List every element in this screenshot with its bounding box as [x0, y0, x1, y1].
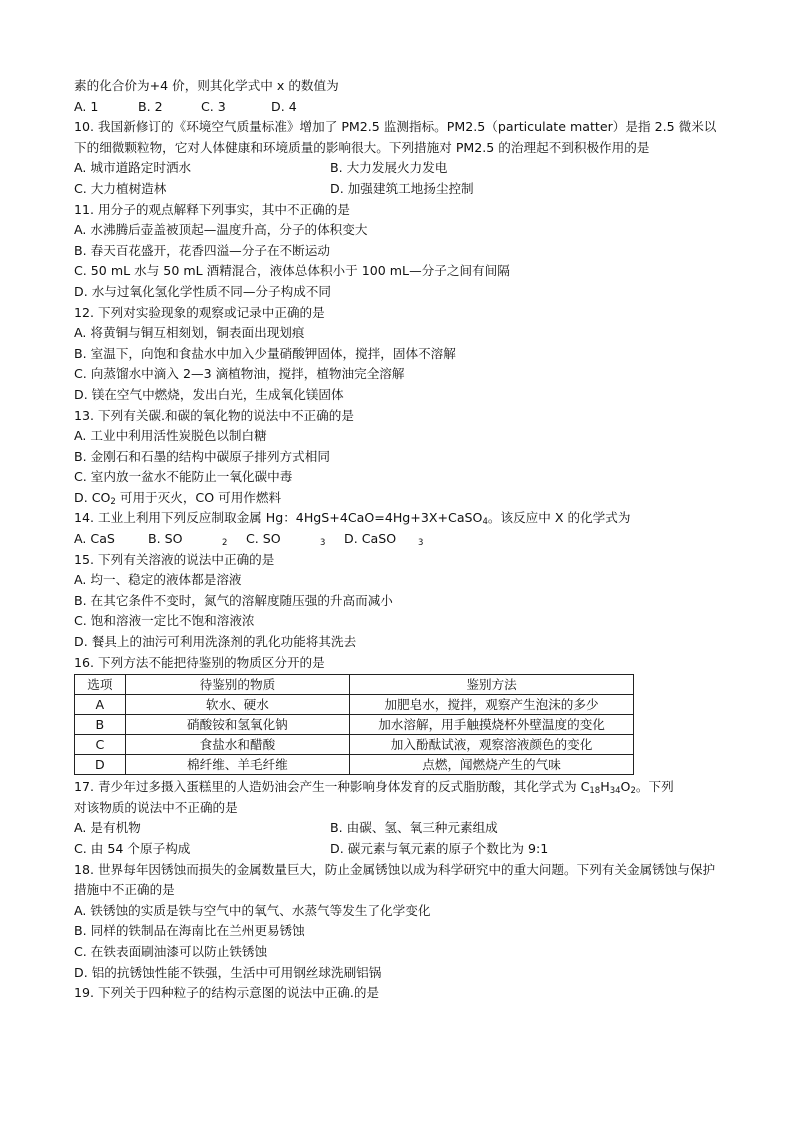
q14-option-a: A. CaS: [74, 531, 115, 547]
q14-option-c: [246, 529, 344, 550]
q15-option-b: B. 在其它条件不变时，氮气的溶解度随压强的升高而减小: [74, 592, 393, 608]
q11-option-c: C. 50 mL 水与 50 mL 酒精混合，液体总体积小于 100 mL—分子之间有间隔: [74, 263, 510, 279]
q9-option-c: C. 3: [201, 98, 226, 114]
q17-sub-3: 2: [630, 786, 636, 797]
q17-option-b: B. 由碳、氢、氧三种元素组成: [330, 820, 498, 836]
table-cell: 软水、硬水: [125, 695, 349, 715]
table-cell: 硝酸铵和氢氧化钠: [125, 715, 349, 735]
q12-option-c: C. 向蒸馏水中滴入 2—3 滴植物油，搅拌，植物油完全溶解: [74, 366, 405, 382]
q9-option-a: A. 1: [74, 98, 99, 114]
q12-option-b: B. 室温下，向饱和食盐水中加入少量硝酸钾固体，搅拌，固体不溶解: [74, 345, 456, 361]
q13-option-d: [74, 488, 722, 509]
q9-options: [74, 97, 722, 118]
q18-option-a: A. 铁锈蚀的实质是铁与空气中的氧气、水蒸气等发生了化学变化: [74, 902, 431, 918]
q13-option-c: C. 室内放一盆水不能防止一氧化碳中毒: [74, 469, 293, 485]
q16-stem: 16. 下列方法不能把待鉴别的物质区分开的是: [74, 654, 325, 670]
table-cell: 棉纤维、羊毛纤维: [125, 755, 349, 775]
q10-options-row2: [74, 179, 722, 200]
q14-stem-sub: 4: [482, 517, 488, 528]
q14-c-sub: 3: [320, 538, 326, 549]
q19-stem: 19. 下列关于四种粒子的结构示意图的说法中正确.的是: [74, 985, 380, 1001]
table-cell: 加肥皂水，搅拌，观察产生泡沫的多少: [350, 695, 634, 715]
q9-stem-tail: 素的化合价为+4 价，则其化学式中 x 的数值为: [74, 78, 339, 93]
q13-option-a: A. 工业中利用活性炭脱色以制白糖: [74, 428, 267, 444]
q17-stem: [74, 777, 722, 798]
table-cell: 食盐水和醋酸: [125, 735, 349, 755]
table-cell: B: [75, 715, 126, 735]
q17-stem-line2: 对该物质的说法中不正确的是: [74, 799, 238, 815]
table-header-option: 选项: [75, 675, 126, 695]
q14-stem: [74, 508, 722, 529]
table-header-method: 鉴别方法: [350, 675, 634, 695]
q14-b-sub: 2: [222, 538, 228, 549]
q17-sub-1: 18: [589, 786, 601, 797]
q14-c-text: C. SO: [246, 531, 281, 547]
q12-stem: 12. 下列对实验现象的观察或记录中正确的是: [74, 304, 325, 320]
table-cell: A: [75, 695, 126, 715]
q12-option-d: D. 镁在空气中燃烧，发出白光，生成氧化镁固体: [74, 386, 344, 402]
q14-stem-text-2: 。该反应中 X 的化学式为: [487, 510, 631, 526]
q17-text-3: O: [620, 779, 631, 795]
q12-option-a: A. 将黄铜与铜互相刻划，铜表面出现划痕: [74, 325, 305, 341]
q10-option-b: B. 大力发展火力发电: [330, 160, 448, 176]
q14-option-d: [344, 529, 423, 550]
q17-option-d: D. 碳元素与氧元素的原子个数比为 9:1: [330, 841, 549, 856]
q10-option-c: C. 大力植树造林: [74, 180, 167, 196]
q13-d-sub: 2: [110, 496, 116, 507]
table-cell: D: [75, 755, 126, 775]
q11-option-d: D. 水与过氧化氢化学性质不同—分子构成不同: [74, 283, 331, 299]
q18-option-b: B. 同样的铁制品在海南比在兰州更易锈蚀: [74, 923, 305, 939]
q11-option-b: B. 春天百花盛开，花香四溢—分子在不断运动: [74, 242, 330, 258]
q11-stem: 11. 用分子的观点解释下列事实，其中不正确的是: [74, 201, 350, 217]
table-cell: 加入酚酞试液，观察溶液颜色的变化: [350, 735, 634, 755]
q17-text-1: 17. 青少年过多摄入蛋糕里的人造奶油会产生一种影响身体发育的反式脂肪酸，其化学式为 C: [74, 779, 590, 795]
q15-option-a: A. 均一、稳定的液体都是溶液: [74, 572, 242, 588]
table-header-substances: 待鉴别的物质: [125, 675, 349, 695]
q17-option-c: C. 由 54 个原子构成: [74, 841, 191, 856]
q9-option-d: D. 4: [271, 98, 297, 114]
q14-b-text: B. SO: [148, 531, 183, 547]
q17-options-row1: [74, 818, 722, 839]
q9-option-b: B. 2: [138, 98, 163, 114]
q13-d-text-2: 可用于灭火，CO 可用作燃料: [115, 489, 282, 505]
q15-option-d: D. 餐具上的油污可利用洗涤剂的乳化功能将其洗去: [74, 634, 357, 650]
q14-d-text: D. CaSO: [344, 531, 397, 547]
q11-option-a: A. 水沸腾后壶盖被顶起—温度升高，分子的体积变大: [74, 222, 368, 238]
q14-options: [74, 529, 722, 550]
q10-option-d: D. 加强建筑工地扬尘控制: [330, 180, 474, 196]
q10-options-row1: [74, 158, 722, 179]
q18-option-d: D. 铝的抗锈蚀性能不铁强，生活中可用钢丝球洗刷铝锅: [74, 964, 382, 980]
q10-option-a: A. 城市道路定时洒水: [74, 160, 192, 176]
table-row: [75, 695, 634, 715]
q18-stem: 18. 世界每年因锈蚀而损失的金属数量巨大，防止金属锈蚀以成为科学研究中的重大问题。下列有关金属锈蚀与保护措施中不正确的是: [74, 861, 716, 898]
q13-stem: 13. 下列有关碳.和碳的氧化物的说法中不正确的是: [74, 407, 354, 423]
table-header-row: [75, 675, 634, 695]
table-cell: C: [75, 735, 126, 755]
table-row: [75, 735, 634, 755]
q15-option-c: C. 饱和溶液一定比不饱和溶液浓: [74, 613, 255, 629]
q17-text-4: 。下列: [635, 779, 674, 795]
q17-option-a: A. 是有机物: [74, 820, 141, 836]
q14-option-b: [148, 529, 246, 550]
table-cell: 加水溶解，用手触摸烧杯外壁温度的变化: [350, 715, 634, 735]
q15-stem: 15. 下列有关溶液的说法中正确的是: [74, 551, 275, 567]
q17-text-2: H: [600, 779, 610, 795]
exam-page: [74, 76, 722, 1004]
q14-d-sub: 3: [418, 538, 424, 549]
q18-option-c: C. 在铁表面刷油漆可以防止铁锈蚀: [74, 943, 268, 959]
table-row: [75, 755, 634, 775]
q13-d-text: D. CO: [74, 489, 111, 505]
q17-sub-2: 34: [609, 786, 621, 797]
q17-options-row2: [74, 839, 722, 860]
q10-stem: 10. 我国新修订的《环境空气质量标准》增加了 PM2.5 监测指标。PM2.5（particulate matter）是指 2.5 微米以下的细微颗粒物，它对人体健康和环境质量的影响很大。下列措施对 PM2.5 的治理起不到积极作用的是: [74, 119, 717, 155]
q16-table: [74, 674, 634, 775]
table-cell: 点燃，闻燃烧产生的气味: [350, 755, 634, 775]
q13-option-b: B. 金刚石和石墨的结构中碳原子排列方式相同: [74, 448, 330, 464]
table-row: [75, 715, 634, 735]
q14-stem-text: 14. 工业上利用下列反应制取金属 Hg：4HgS+4CaO=4Hg+3X+CaSO: [74, 510, 483, 526]
